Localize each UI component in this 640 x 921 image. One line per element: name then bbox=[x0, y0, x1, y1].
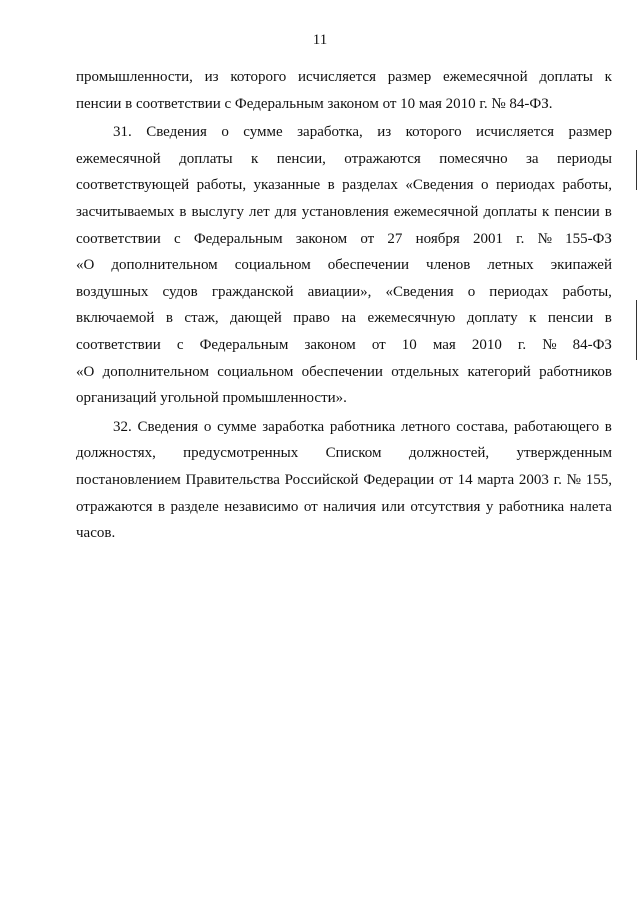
word: предусмотренных bbox=[183, 445, 299, 462]
word: включаемой bbox=[76, 310, 155, 327]
text-line bbox=[76, 146, 612, 173]
word: организаций угольной промышленности». bbox=[76, 390, 347, 407]
word: 14 bbox=[457, 471, 473, 488]
word: исчисляется bbox=[298, 69, 376, 85]
word: независимо bbox=[224, 498, 299, 515]
word: сумме bbox=[243, 124, 283, 141]
word: из bbox=[377, 124, 392, 141]
word: ежемесячной bbox=[393, 203, 479, 220]
word: марта bbox=[477, 471, 515, 488]
word: о bbox=[467, 283, 476, 300]
word: выслугу bbox=[191, 203, 244, 220]
word: работающего bbox=[513, 418, 600, 435]
word: от bbox=[438, 471, 453, 488]
word: разделах bbox=[342, 177, 398, 194]
word: периодах bbox=[495, 177, 556, 194]
text-line bbox=[76, 467, 612, 494]
word: промышленности, bbox=[76, 69, 193, 85]
word: экипажей bbox=[550, 257, 612, 274]
word: пенсии bbox=[547, 310, 594, 327]
word: работника bbox=[329, 418, 396, 435]
word: стаж, bbox=[184, 310, 219, 327]
word: № bbox=[542, 336, 557, 353]
text-line bbox=[76, 279, 612, 306]
word: в bbox=[604, 203, 612, 220]
word: за bbox=[526, 150, 539, 167]
word: постановлением bbox=[76, 471, 181, 488]
text-line bbox=[76, 440, 612, 467]
word: право bbox=[293, 310, 330, 327]
word: налета bbox=[569, 498, 612, 515]
word: ежемесячной bbox=[76, 150, 161, 167]
text-line bbox=[76, 414, 612, 441]
word: исчисляется bbox=[476, 124, 554, 141]
word: ноября bbox=[415, 230, 460, 247]
word: размер bbox=[387, 69, 432, 85]
document-body bbox=[76, 64, 612, 547]
word: с bbox=[173, 230, 181, 247]
word: доплаты bbox=[483, 203, 538, 220]
word: соответствующей bbox=[76, 177, 190, 194]
word: должностях, bbox=[76, 445, 156, 462]
word: № bbox=[537, 230, 552, 247]
word: от bbox=[360, 230, 375, 247]
word: к bbox=[529, 310, 537, 327]
word: воздушных bbox=[76, 283, 149, 300]
word: 84-ФЗ bbox=[572, 336, 612, 353]
word: размер bbox=[568, 124, 612, 141]
word: или bbox=[381, 498, 405, 515]
word: от bbox=[303, 498, 318, 515]
word: 32. bbox=[113, 418, 132, 435]
word: законом bbox=[295, 230, 348, 247]
word: Правительства bbox=[185, 471, 280, 488]
word: 31. bbox=[113, 124, 132, 141]
word: пенсии, bbox=[276, 150, 326, 167]
word: периоды bbox=[556, 150, 612, 167]
word: в bbox=[179, 203, 187, 220]
word: социальном bbox=[217, 363, 294, 380]
word: пенсии bbox=[554, 203, 600, 220]
word: заработка bbox=[262, 418, 325, 435]
word: работы, bbox=[562, 177, 612, 194]
word: летных bbox=[487, 257, 534, 274]
word: разделе bbox=[170, 498, 219, 515]
word: работы, bbox=[562, 283, 612, 300]
word: Сведения bbox=[137, 418, 199, 435]
text-line bbox=[76, 305, 612, 332]
word: состава, bbox=[456, 418, 509, 435]
word: судов bbox=[162, 283, 198, 300]
word: работы, bbox=[196, 177, 247, 194]
word: 2001 bbox=[472, 230, 503, 247]
word: Российской bbox=[284, 471, 359, 488]
word: в bbox=[327, 177, 335, 194]
word: 10 bbox=[401, 336, 417, 353]
word: из bbox=[204, 69, 219, 85]
word: в bbox=[604, 310, 612, 327]
word: 27 bbox=[387, 230, 403, 247]
word: пенсии в соответствии с Федеральным законом от 10 мая 2010 г. № 84-ФЗ. bbox=[76, 95, 553, 112]
text-line bbox=[76, 520, 612, 547]
text-line bbox=[76, 91, 612, 118]
word: дающей bbox=[230, 310, 282, 327]
word: г. bbox=[553, 471, 562, 488]
text-line bbox=[76, 359, 612, 386]
word: отражаются bbox=[344, 150, 421, 167]
word: утвержденным bbox=[516, 445, 612, 462]
word: к bbox=[542, 203, 550, 220]
word: в bbox=[604, 418, 612, 435]
word: работника bbox=[498, 498, 565, 515]
scan-edge-mark bbox=[636, 150, 637, 190]
word: засчитываемых bbox=[76, 203, 175, 220]
word: периодах bbox=[489, 283, 549, 300]
word: с bbox=[176, 336, 184, 353]
word: соответствии bbox=[76, 336, 161, 353]
word: помесячно bbox=[439, 150, 508, 167]
text-line bbox=[76, 199, 612, 226]
word: соответствии bbox=[76, 230, 161, 247]
word: для bbox=[274, 203, 297, 220]
word: работников bbox=[539, 363, 612, 380]
word: заработка, bbox=[297, 124, 363, 141]
word: категорий bbox=[467, 363, 531, 380]
text-line bbox=[76, 252, 612, 279]
word: г. bbox=[517, 336, 527, 353]
word: о bbox=[480, 177, 489, 194]
word: у bbox=[485, 498, 494, 515]
word: отдельных bbox=[391, 363, 460, 380]
word: наличия bbox=[323, 498, 376, 515]
word: «Сведения bbox=[405, 177, 474, 194]
word: к bbox=[251, 150, 259, 167]
word: часов. bbox=[76, 525, 116, 542]
word: летного bbox=[401, 418, 451, 435]
word: обеспечении bbox=[327, 257, 409, 274]
word: ежемесячную bbox=[367, 310, 456, 327]
word: Федерации bbox=[363, 471, 435, 488]
word: должностей, bbox=[408, 445, 490, 462]
word: № bbox=[566, 471, 581, 488]
word: дополнительном bbox=[102, 363, 209, 380]
text-line bbox=[76, 226, 612, 253]
word: «О bbox=[76, 363, 95, 380]
word: 2010 bbox=[471, 336, 502, 353]
word: от bbox=[371, 336, 386, 353]
word: «Сведения bbox=[385, 283, 454, 300]
text-line bbox=[76, 119, 612, 146]
word: установления bbox=[301, 203, 389, 220]
text-line bbox=[76, 332, 612, 359]
word: 155-ФЗ bbox=[565, 230, 612, 247]
page-number: 11 bbox=[312, 32, 328, 48]
word: которого bbox=[405, 124, 462, 141]
word: сумме bbox=[217, 418, 257, 435]
word: мая bbox=[432, 336, 456, 353]
word: отсутствия bbox=[410, 498, 481, 515]
word: на bbox=[341, 310, 357, 327]
word: доплаты bbox=[179, 150, 233, 167]
text-line bbox=[76, 494, 612, 521]
word: указанные bbox=[253, 177, 321, 194]
word: отражаются bbox=[76, 498, 153, 515]
text-line bbox=[76, 385, 612, 412]
word: дополнительном bbox=[111, 257, 218, 274]
word: ежемесячной bbox=[442, 69, 528, 85]
word: в bbox=[165, 310, 173, 327]
word: доплату bbox=[466, 310, 518, 327]
word: 155, bbox=[585, 471, 612, 488]
word: авиации», bbox=[307, 283, 372, 300]
word: гражданской bbox=[211, 283, 294, 300]
text-line bbox=[76, 64, 612, 91]
word: которого bbox=[230, 69, 287, 85]
word: Федеральным bbox=[193, 230, 283, 247]
word: о bbox=[203, 418, 212, 435]
word: доплаты bbox=[539, 69, 593, 85]
word: «О bbox=[76, 257, 95, 274]
word: о bbox=[221, 124, 229, 141]
word: г. bbox=[516, 230, 525, 247]
word: обеспечении bbox=[301, 363, 383, 380]
scan-edge-mark bbox=[636, 300, 637, 360]
word: к bbox=[604, 69, 612, 85]
word: Сведения bbox=[146, 124, 207, 141]
word: членов bbox=[426, 257, 471, 274]
word: законом bbox=[304, 336, 356, 353]
word: Списком bbox=[325, 445, 382, 462]
word: в bbox=[157, 498, 166, 515]
word: Федеральным bbox=[199, 336, 289, 353]
text-line bbox=[76, 172, 612, 199]
word: социальном bbox=[234, 257, 311, 274]
word: лет bbox=[248, 203, 270, 220]
word: 2003 bbox=[518, 471, 549, 488]
